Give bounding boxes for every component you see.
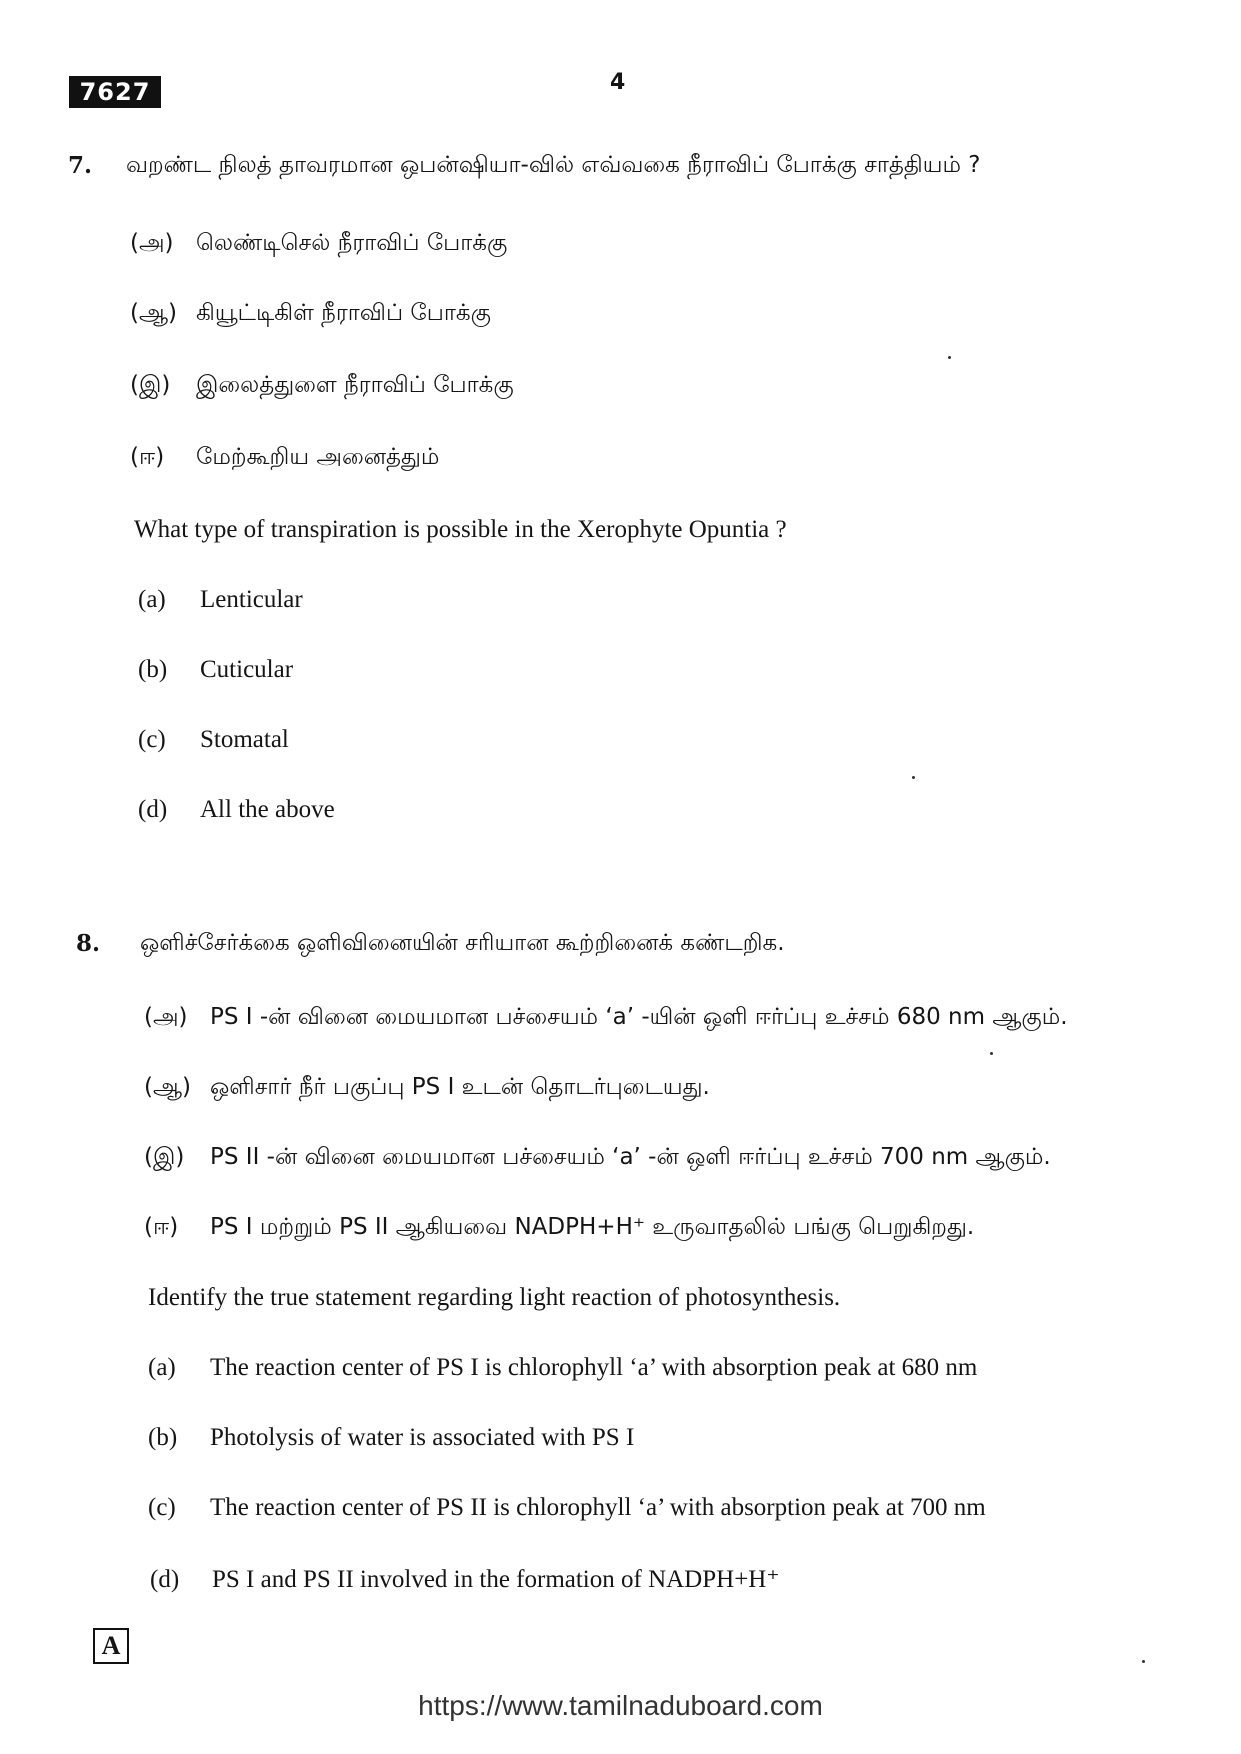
question-7-tamil-option [130, 230, 507, 259]
option-text: மேற்கூறிய அனைத்தும் [196, 444, 440, 470]
question-8-english-option [148, 1354, 977, 1382]
option-text: PS I -ன் வினை மையமான பச்சையம் ‘a’ -யின் ஒளி ஈர்ப்பு உச்சம் 680 nm ஆகும். [210, 1004, 1068, 1030]
website-url: https://www.tamilnaduboard.com [418, 1690, 823, 1721]
scan-speck [948, 356, 951, 359]
scan-speck [1142, 1660, 1145, 1663]
option-label: (ஆ) [130, 300, 178, 326]
question-8-tamil-option [144, 1214, 974, 1243]
option-text: Stomatal [200, 726, 289, 753]
question-7-tamil-text: வறண்ட நிலத் தாவரமான ஒபன்ஷியா-வில் எவ்வகை நீராவிப் போக்கு சாத்தியம் ? [126, 152, 981, 178]
option-label: (இ) [144, 1144, 185, 1170]
question-7-english-option [138, 656, 293, 684]
option-label: (அ) [130, 230, 174, 256]
option-label: (இ) [130, 372, 171, 398]
option-text: PS I and PS II involved in the formation of NADPH+H⁺ [212, 1566, 780, 1593]
option-label: (b) [148, 1424, 178, 1451]
question-8-tamil-text: ஒளிச்சேர்க்கை ஒளிவினையின் சரியான கூற்றினைக் கண்டறிக. [140, 930, 785, 956]
question-7-english-text: What type of transpiration is possible in the Xerophyte Opuntia ? [134, 516, 787, 543]
question-8-tamil-option [144, 1004, 1068, 1033]
option-label: (a) [148, 1354, 176, 1381]
option-text: லெண்டிசெல் நீராவிப் போக்கு [196, 230, 508, 256]
question-8-english-option [150, 1564, 780, 1594]
option-text: கியூட்டிகிள் நீராவிப் போக்கு [196, 300, 491, 326]
question-7-tamil-option [130, 372, 514, 401]
question-7-tamil-option [130, 444, 439, 473]
option-label: (ஈ) [144, 1214, 179, 1240]
question-8-number: 8. [76, 930, 101, 957]
question-7-tamil-option [130, 300, 491, 329]
option-text: Cuticular [200, 656, 294, 683]
option-label: (c) [138, 726, 166, 753]
question-7-english-option [138, 726, 289, 754]
option-text: The reaction center of PS I is chlorophyll ‘a’ with absorption peak at 680 nm [210, 1354, 978, 1381]
option-text: All the above [200, 796, 335, 823]
option-label: (b) [138, 656, 168, 683]
question-8-tamil-option [144, 1144, 1051, 1173]
option-text: PS II -ன் வினை மையமான பச்சையம் ‘a’ -ன் ஒளி ஈர்ப்பு உச்சம் 700 nm ஆகும். [210, 1144, 1051, 1170]
option-label: (ஈ) [130, 444, 165, 470]
scan-speck [990, 1052, 993, 1055]
scan-speck [912, 776, 915, 779]
option-text: Lenticular [200, 586, 303, 613]
question-8-tamil-option [144, 1074, 710, 1103]
option-text: இலைத்துளை நீராவிப் போக்கு [196, 372, 514, 398]
option-label: (c) [148, 1494, 176, 1521]
option-text: ஒளிசார் நீர் பகுப்பு PS I உடன் தொடர்புடையது. [210, 1074, 710, 1100]
question-8-english-text: Identify the true statement regarding light reaction of photosynthesis. [148, 1284, 841, 1311]
option-label: (d) [150, 1566, 180, 1593]
option-label: (d) [138, 796, 168, 823]
option-text: The reaction center of PS II is chlorophyll ‘a’ with absorption peak at 700 nm [210, 1494, 986, 1521]
option-text: PS I மற்றும் PS II ஆகியவை NADPH+H⁺ உருவாதலில் பங்கு பெறுகிறது. [210, 1214, 975, 1240]
option-label: (ஆ) [144, 1074, 192, 1100]
question-8-english-option [148, 1494, 986, 1522]
option-text: Photolysis of water is associated with PS I [210, 1424, 635, 1451]
option-label: (a) [138, 586, 166, 613]
question-8-english-option [148, 1424, 634, 1452]
question-7-number: 7. [68, 152, 93, 179]
question-7-english-option [138, 796, 335, 824]
question-7-english-option [138, 586, 303, 614]
option-label: (அ) [144, 1004, 188, 1030]
question-paper-code: 7627 [69, 76, 161, 108]
version-box: A [93, 1628, 129, 1664]
page-number: 4 [610, 70, 626, 95]
